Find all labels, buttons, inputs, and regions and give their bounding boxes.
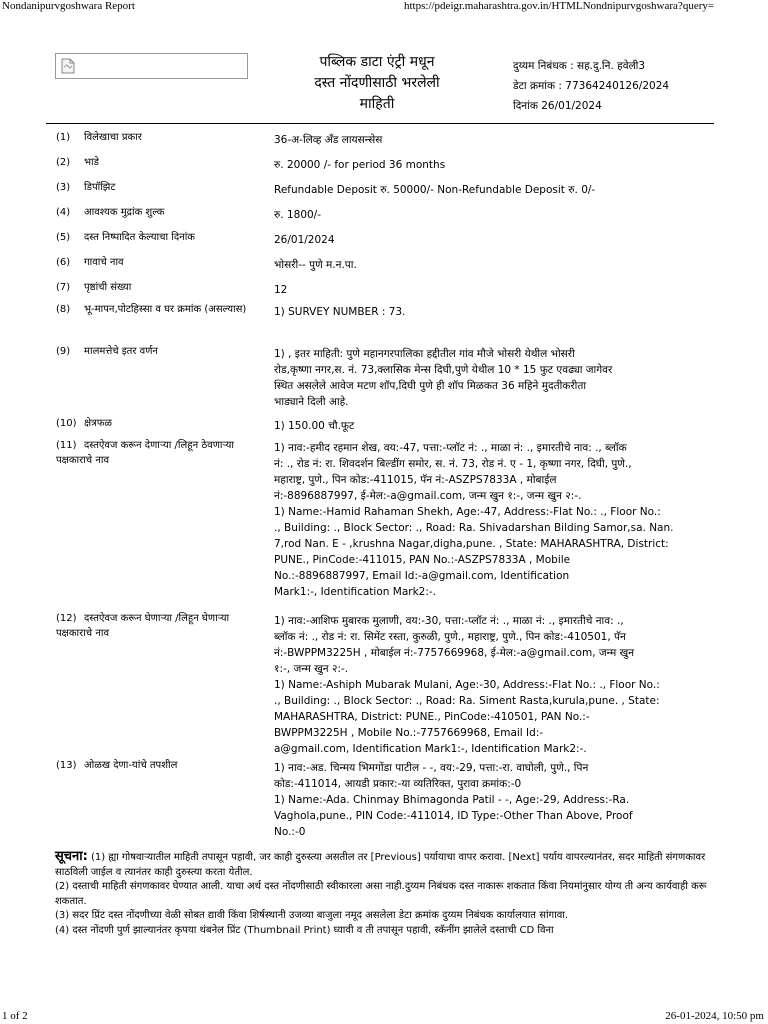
detail-row-execution-date: (5) दस्त निष्पादित केल्याचा दिनांक 26/01/2024 bbox=[56, 230, 716, 255]
detail-row-identifier: (13) ओळख देणा-यांचे तपशील 1) नाव:-अड. चिन्मय भिमगोंडा पाटील - -, वय:-29, पत्ता:-रा. वाघोली, पुणे., पिन कोड:-411014, आयडी प्रकार:-या व्यतिरिक्त, पुरावा क्रमांक:-0 1) Name:-Ada. Chinmay Bhimagonda Patil - -, Age:-29, Address:-Ra. Vagholа,pune., PIN Code:-411014, ID Type:-Other Than Above, Proof No.:-0 bbox=[56, 758, 716, 838]
row-label: ओळख देणा-यांचे तपशील bbox=[84, 760, 178, 771]
row-value: 1) नाव:-हमीद रहमान शेख, वय:-47, पत्ता:-प्लॉट नं: ., माळा नं: ., इमारतीचे नाव: ., ब्लॉक नं: ., रोड नं: रा. शिवदर्शन बिल्डींग समोर, स. नं. 73, रोड नं. ए - 1, कृष्णा नगर, दिघी, पुणे., महाराष्ट्र, पुणे., पिन कोड:-411015, पॅन नं:-ASZPS7833A , मोबाईल नं:-8896887997, ई-मेल:-a@gmail.com, जन्म खुन १:-, जन्म खुन २:-. 1) Name:-Hamid Rahaman Shekh, Age:-47, Address:-Flat No.: ., Floor No.: ., Building: ., Block Sector: ., Road: Ra. Shivadarshan Bilding Samor,sa. Nan. 7,rod Nan. E - ,krushna Nagar,digha,pune. , State: MAHARASHTRA, District: PUNE., PinCode:-411015, PAN No.:-ASZPS7833A , Mobile No.:-8896887997, Email Id:-a@gmail.com, Identification Mark1:-, Identification Mark2:-. bbox=[274, 442, 674, 598]
row-value: 1) SURVEY NUMBER : 73. bbox=[274, 306, 406, 318]
logo-placeholder bbox=[55, 53, 248, 79]
page-url: https://pdeigr.maharashtra.gov.in/HTMLNondnipurvgoshwara?query= bbox=[404, 0, 715, 12]
notes-heading: सूचना: bbox=[55, 849, 88, 864]
detail-row-rent: (2) भाडे रु. 20000 /- for period 36 months bbox=[56, 155, 716, 180]
row-label: पृष्ठांची संख्या bbox=[84, 282, 132, 293]
row-label: डिपॉझिट bbox=[84, 182, 116, 193]
row-label: क्षेत्रफळ bbox=[84, 418, 112, 429]
detail-row-property-description: (9) मालमत्तेचे इतर वर्णन 1) , इतर माहिती: पुणे महानगरपालिका हद्दीतील गांव मौजे भोसरी येथील भोसरी रोड,कृष्णा नगर,स. नं. 73,क्लासिक मेन्स दिघी,पुणे येथील 10 * 15 फुट एवढ्या जागेवर स्थित असलेले आवेज मटण शॉप,दिघी पुणे ही शॉप मिळकत 36 महिने मुदतीकरीता भाड्याने दिली आहे. bbox=[56, 344, 716, 416]
detail-row-claimant: (12) दस्तऐवज करून घेणाऱ्या /लिहून घेणाऱ्या पक्षकाराचे नाव 1) नाव:-आशिफ मुबारक मुलाणी, वय:-30, पत्ता:-प्लॉट नं: ., माळा नं: ., इमारतीचे नाव: ., ब्लॉक नं: ., रोड नं: रा. सिमेंट रस्ता, कुरुळी, पुणे., महाराष्ट्र, पुणे., पिन कोड:-410501, पॅन नं:-BWPPM3225H , मोबाईल नं:-7757669968, ई-मेल:-a@gmail.com, जन्म खुन १:-, जन्म खुन २:-. 1) Name:-Ashiph Mubarak Mulani, Age:-30, Address:-Flat No.: ., Floor No.: ., Building: ., Block Sector: ., Road: Ra. Siment Rasta,kurula,pune. , State: MAHARASHTRA, District: PUNE., PinCode:-410501, PAN No.:- BWPPM3225H , Mobile No.:-7757669968, Email Id:- a@gmail.com, Identification Mark1:-, Identification Mark2:-. bbox=[56, 611, 716, 758]
detail-row-pages: (7) पृष्ठांची संख्या 12 bbox=[56, 280, 716, 302]
print-footer bbox=[0, 1010, 768, 1024]
sub-registrar-office: दुय्यम निबंधक : सह.दु.नि. हवेली3 bbox=[513, 60, 646, 72]
note-2: (2) दस्ताची माहिती संगणकावर घेण्यात आली. याचा अर्थ दस्त नोंदणीसाठी स्वीकारला असा नाही.दुय्यम निबंधक दस्त नाकारू शकतात किंवा नियमांनुसार योग्य ती अन्य कार्यवाही करू शकतात. bbox=[55, 881, 707, 907]
print-header bbox=[0, 0, 768, 14]
row-value: 1) 150.00 चौ.फूट bbox=[274, 420, 355, 432]
row-label: आवश्यक मुद्रांक शुल्क bbox=[84, 207, 165, 218]
note-3: (3) सदर प्रिंट दस्त नोंदणीच्या वेळी सोबत द्यावी किंवा शिर्षस्थानी उजव्या बाजुला नमूद असलेला डेटा क्रमांक दुय्यम निबंधक कार्यालयात सांगावा. bbox=[55, 910, 569, 921]
page-counter: 1 of 2 bbox=[2, 1010, 28, 1022]
row-label: मालमत्तेचे इतर वर्णन bbox=[84, 346, 158, 357]
row-label: दस्तऐवज करून देणाऱ्या /लिहून ठेवणाऱ्या पक्षकाराचे नाव bbox=[56, 440, 235, 466]
row-value: रु. 1800/- bbox=[274, 209, 322, 221]
row-value: 26/01/2024 bbox=[274, 234, 335, 246]
detail-row-stamp-duty: (4) आवश्यक मुद्रांक शुल्क रु. 1800/- bbox=[56, 205, 716, 230]
detail-row-executant: (11) दस्तऐवज करून देणाऱ्या /लिहून ठेवणाऱ्या पक्षकाराचे नाव 1) नाव:-हमीद रहमान शेख, वय:-47, पत्ता:-प्लॉट नं: ., माळा नं: ., इमारतीचे नाव: ., ब्लॉक नं: ., रोड नं: रा. शिवदर्शन बिल्डींग समोर, स. नं. 73, रोड नं. ए - 1, कृष्णा नगर, दिघी, पुणे., महाराष्ट्र, पुणे., पिन कोड:-411015, पॅन नं:-ASZPS7833A , मोबाईल नं:-8896887997, ई-मेल:-a@gmail.com, जन्म खुन १:-, जन्म खुन २:-. 1) Name:-Hamid Rahaman Shekh, Age:-47, Address:-Flat No.: ., Floor No.: ., Building: ., Block Sector: ., Road: Ra. Shivadarshan Bilding Samor,sa. Nan. 7,rod Nan. E - ,krushna Nagar,digha,pune. , State: MAHARASHTRA, District: PUNE., PinCode:-411015, PAN No.:-ASZPS7833A , Mobile No.:-8896887997, Email Id:-a@gmail.com, Identification Mark1:-, Identification Mark2:-. bbox=[56, 438, 716, 611]
note-4: (4) दस्त नोंदणी पुर्ण झाल्यानंतर कृपया थंबनेल प्रिंट (Thumbnail Print) घ्यावी व ती तपासून पहावी, स्कॅनींग झालेले दस्ताची CD विना bbox=[55, 924, 554, 936]
note-1: सूचना: (1) ह्या गोषवाऱ्यातील माहिती तपासून पहावी, जर काही दुरुस्त्या असतील तर [Previous] पर्यायाचा वापर करावा. [Next] पर्याय वापरल्यानंतर, सदर माहिती संगणकावर साठविली जाईल व त्यानंतर काही दुरुस्त्या करता येतील. bbox=[55, 849, 706, 878]
detail-row-deed-type: (1) विलेखाचा प्रकार 36-अ-लिव्ह अँड लायसन्सेस bbox=[56, 130, 716, 155]
row-value: 36-अ-लिव्ह अँड लायसन्सेस bbox=[274, 134, 383, 146]
title-line-3: माहिती bbox=[359, 96, 395, 112]
row-value: 1) , इतर माहिती: पुणे महानगरपालिका हद्दीतील गांव मौजे भोसरी येथील भोसरी रोड,कृष्णा नगर,स. नं. 73,क्लासिक मेन्स दिघी,पुणे येथील 10 * 15 फुट एवढ्या जागेवर स्थित असलेले आवेज मटण शॉप,दिघी पुणे ही शॉप मिळकत 36 महिने मुदतीकरीता भाड्याने दिली आहे. bbox=[274, 348, 613, 408]
row-label: दस्त निष्पादित केल्याचा दिनांक bbox=[84, 232, 195, 243]
title-line-2: दस्त नोंदणीसाठी भरलेली bbox=[314, 75, 440, 91]
broken-image-icon bbox=[61, 58, 75, 78]
row-label: भाडे bbox=[84, 157, 99, 168]
report-name: Nondanipurvgoshwara Report bbox=[2, 0, 135, 12]
row-value: भोसरी-- पुणे म.न.पा. bbox=[274, 259, 357, 271]
row-value: 12 bbox=[274, 284, 288, 296]
instructions-section bbox=[55, 850, 715, 938]
details-list bbox=[56, 130, 716, 838]
row-value: 1) नाव:-अड. चिन्मय भिमगोंडा पाटील - -, वय:-29, पत्ता:-रा. वाघोली, पुणे., पिन कोड:-411014, आयडी प्रकार:-या व्यतिरिक्त, पुरावा क्रमांक:-0 1) Name:-Ada. Chinmay Bhimagonda Patil - -, Age:-29, Address:-Ra. Vagholа,pune., PIN Code:-411014, ID Type:-Other Than Above, Proof No.:-0 bbox=[274, 762, 633, 838]
row-label: दस्तऐवज करून घेणाऱ्या /लिहून घेणाऱ्या पक्षकाराचे नाव bbox=[56, 613, 230, 639]
detail-row-village: (6) गावाचे नाव भोसरी-- पुणे म.न.पा. bbox=[56, 255, 716, 280]
row-label: विलेखाचा प्रकार bbox=[84, 132, 142, 143]
row-value: Refundable Deposit रु. 50000/- Non-Refundable Deposit रु. 0/- bbox=[274, 184, 596, 196]
row-value: रु. 20000 /- for period 36 months bbox=[274, 159, 446, 171]
document-title bbox=[282, 52, 472, 115]
title-line-1: पब्लिक डाटा एंट्री मधून bbox=[319, 54, 435, 70]
row-label: गावाचे नाव bbox=[84, 257, 124, 268]
header-divider bbox=[46, 123, 714, 124]
data-number: डेटा क्रमांक : 77364240126/2024 bbox=[513, 80, 670, 92]
detail-row-deposit: (3) डिपॉझिट Refundable Deposit रु. 50000/- Non-Refundable Deposit रु. 0/- bbox=[56, 180, 716, 205]
row-label: भू-मापन,पोटहिस्सा व घर क्रमांक (असल्यास) bbox=[84, 304, 247, 315]
detail-row-area: (10) क्षेत्रफळ 1) 150.00 चौ.फूट bbox=[56, 416, 716, 438]
print-timestamp: 26-01-2024, 10:50 pm bbox=[665, 1010, 764, 1022]
row-value: 1) नाव:-आशिफ मुबारक मुलाणी, वय:-30, पत्ता:-प्लॉट नं: ., माळा नं: ., इमारतीचे नाव: ., ब्लॉक नं: ., रोड नं: रा. सिमेंट रस्ता, कुरुळी, पुणे., महाराष्ट्र, पुणे., पिन कोड:-410501, पॅन नं:-BWPPM3225H , मोबाईल नं:-7757669968, ई-मेल:-a@gmail.com, जन्म खुन १:-, जन्म खुन २:-. 1) Name:-Ashiph Mubarak Mulani, Age:-30, Address:-Flat No.: ., Floor No.: ., Building: ., Block Sector: ., Road: Ra. Siment Rasta,kurula,pune. , State: MAHARASHTRA, District: PUNE., PinCode:-410501, PAN No.:- BWPPM3225H , Mobile No.:-7757669968, Email Id:- a@gmail.com, Identification Mark1:-, Identification Mark2:-. bbox=[274, 615, 660, 755]
registration-meta bbox=[513, 56, 669, 116]
detail-row-survey-number: (8) भू-मापन,पोटहिस्सा व घर क्रमांक (असल्यास) 1) SURVEY NUMBER : 73. bbox=[56, 302, 716, 344]
entry-date: दिनांक 26/01/2024 bbox=[513, 100, 602, 112]
